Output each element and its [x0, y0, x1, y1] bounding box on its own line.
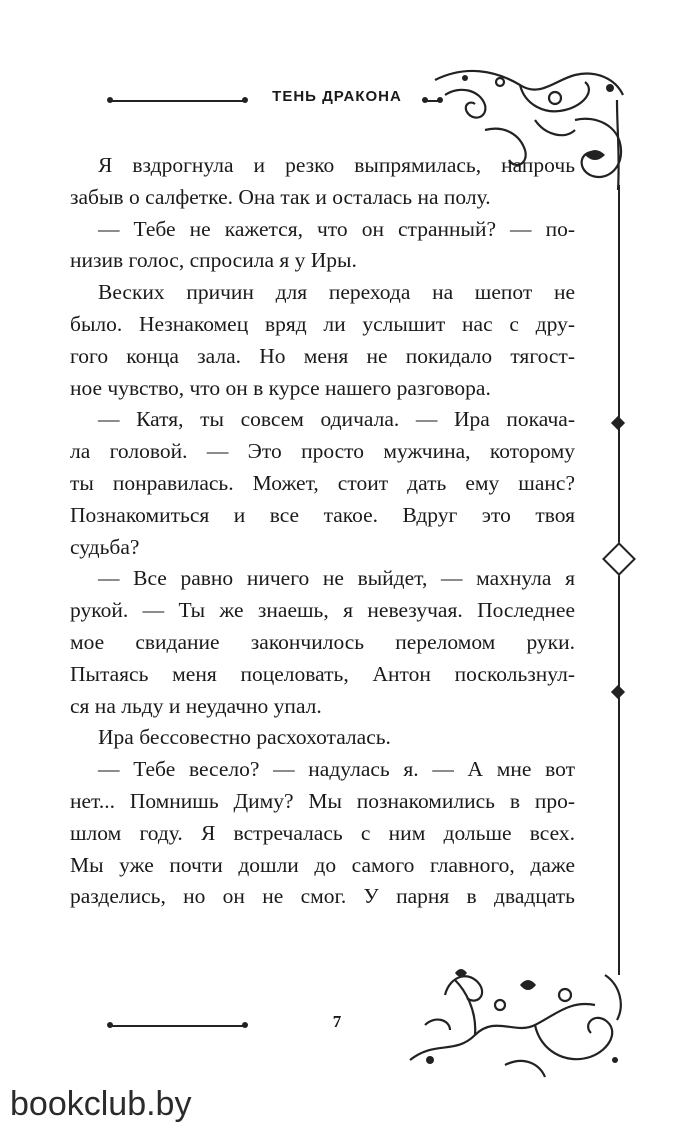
- text-line: Познакомиться и все такое. Вдруг это твоя: [70, 502, 575, 527]
- text-line: забыв о салфетке. Она так и осталась на полу.: [70, 184, 491, 209]
- side-diamond-upper: [611, 416, 625, 430]
- side-diamond-center: [602, 542, 636, 576]
- text-line: Я вздрогнула и резко выпрямилась, напрочь: [98, 153, 575, 177]
- text-line: ты понравилась. Может, стоит дать ему шанс?: [70, 470, 575, 495]
- text-line: Мы уже почти дошли до самого главного, даже: [70, 852, 575, 877]
- text-line: рукой. — Ты же знаешь, я невезучая. Последнее: [70, 598, 575, 623]
- text-line: низив голос, спросила я у Иры.: [70, 248, 357, 273]
- running-head-title: ТЕНЬ ДРАКОНА: [272, 88, 402, 105]
- text-line: Веских причин для перехода на шепот не: [98, 280, 575, 305]
- side-rule-bottom: [618, 570, 620, 975]
- watermark: bookclub.by: [10, 1085, 192, 1123]
- text-line: разделись, но он не смог. У парня в двадцать: [70, 884, 575, 909]
- footer-rule-left: [110, 1025, 245, 1027]
- page-body-text: [70, 150, 575, 913]
- text-line: Ира бессовестно расхохоталась.: [98, 725, 391, 750]
- bottom-right-ornament: [405, 965, 635, 1080]
- header-rule-left: [110, 100, 245, 102]
- text-line: — Тебе весело? — надулась я. — А мне вот: [98, 757, 575, 782]
- page-number: 7: [332, 1012, 342, 1031]
- side-diamond-lower: [611, 685, 625, 699]
- text-line: — Все равно ничего не выйдет, — махнула я: [98, 566, 575, 591]
- text-line: было. Незнакомец вряд ли услышит нас с дру-: [70, 311, 575, 336]
- text-line: шлом году. Я встречалась с ним дольше всех.: [70, 820, 575, 845]
- text-line: — Катя, ты совсем одичала. — Ира покача-: [98, 407, 575, 432]
- text-line: — Тебе не кажется, что он странный? — по-: [98, 216, 575, 241]
- text-line: ся на льду и неудачно упал.: [70, 693, 322, 718]
- text-line: ла головой. — Это просто мужчина, которому: [70, 439, 575, 464]
- text-line: ное чувство, что он в курсе нашего разговора.: [70, 375, 491, 400]
- side-rule-top: [618, 185, 620, 545]
- text-line: мое свидание закончилось переломом руки.: [70, 629, 575, 654]
- text-line: гого конца зала. Но меня не покидало тягост-: [70, 343, 575, 368]
- text-line: нет... Помнишь Диму? Мы познакомились в про-: [70, 788, 575, 813]
- text-line: Пытаясь меня поцеловать, Антон поскользнул-: [70, 661, 575, 686]
- text-line: судьба?: [70, 534, 140, 559]
